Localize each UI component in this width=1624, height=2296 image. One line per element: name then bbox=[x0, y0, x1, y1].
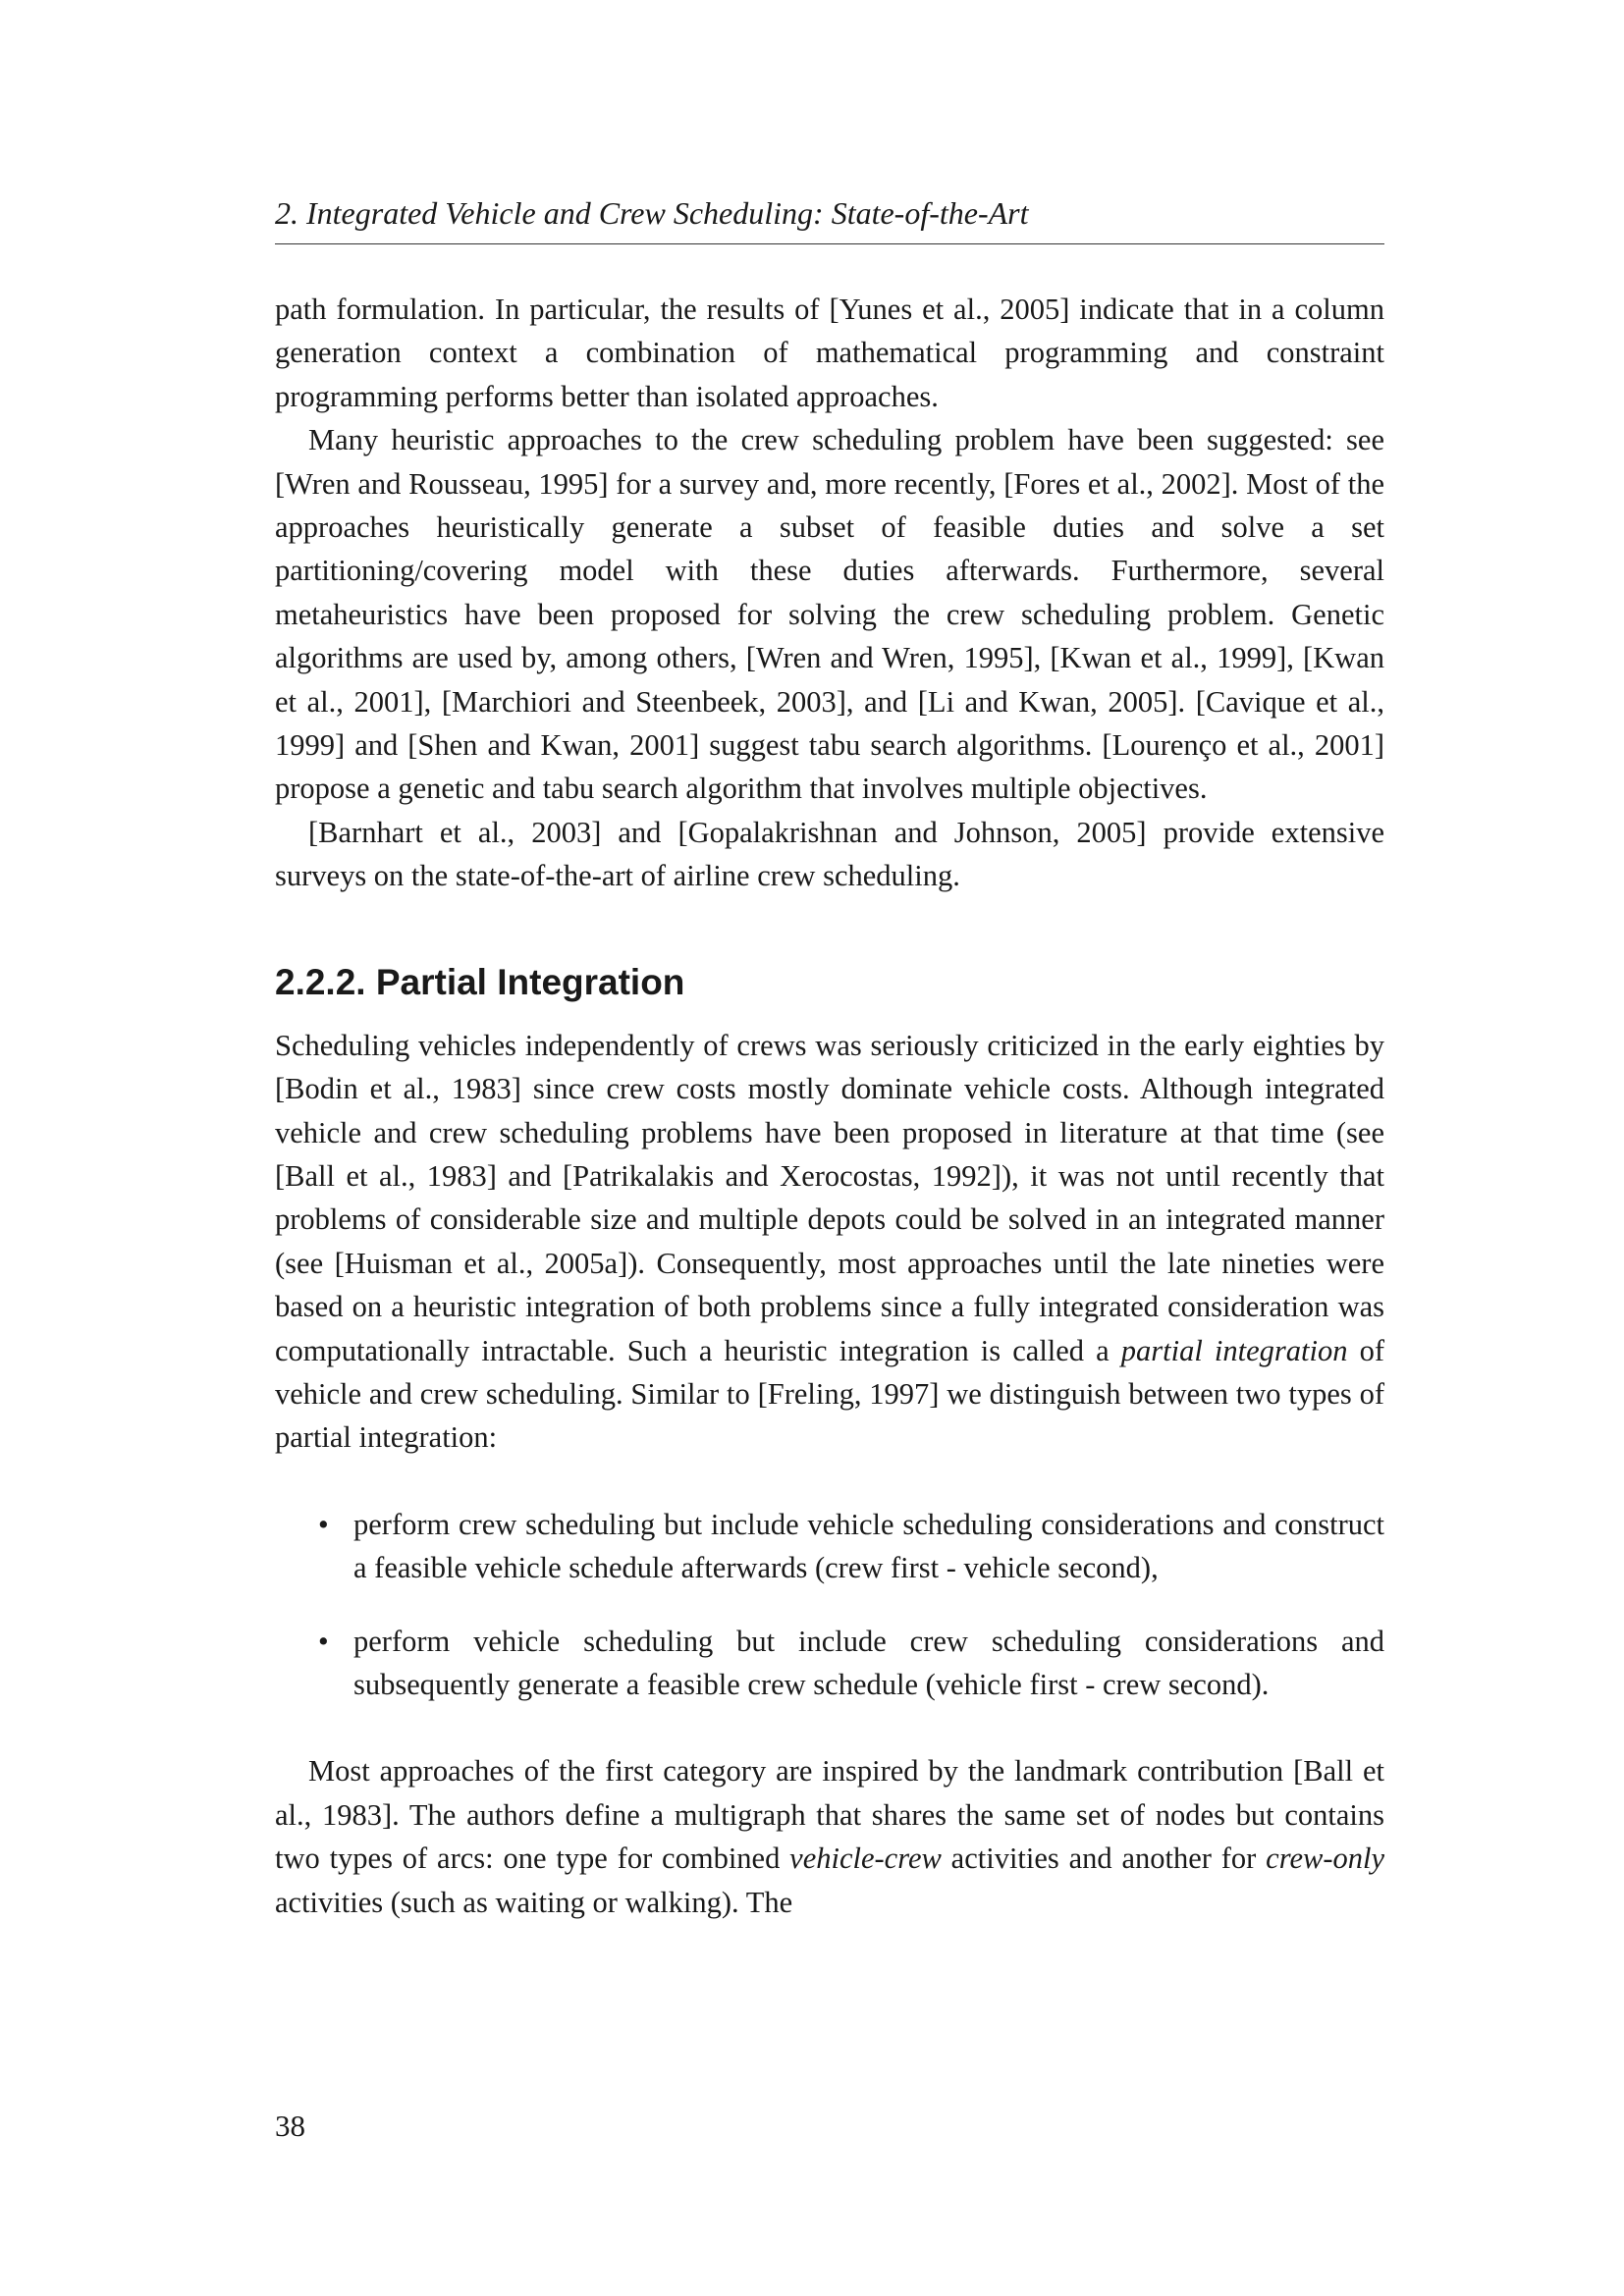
bullet-icon: • bbox=[318, 1507, 329, 1541]
list-item bbox=[318, 1503, 1384, 1590]
section-heading: 2.2.2. Partial Integration bbox=[275, 961, 685, 1002]
paragraph-5-text-c: activities (such as waiting or walking). The bbox=[275, 1885, 793, 1919]
page-number: 38 bbox=[275, 2109, 305, 2143]
paragraph-4-emphasis: partial integration bbox=[1120, 1333, 1348, 1367]
paragraph-5-emphasis-1: vehicle-crew bbox=[789, 1842, 942, 1876]
page-content bbox=[275, 192, 1384, 1924]
paragraph-5-emphasis-2: crew-only bbox=[1266, 1842, 1384, 1876]
bullet-icon: • bbox=[318, 1624, 329, 1658]
paragraph-5 bbox=[275, 1749, 1384, 1924]
list-item bbox=[318, 1620, 1384, 1707]
paragraph-5-text-b: activities and another for bbox=[941, 1842, 1267, 1876]
list-item-text: perform vehicle scheduling but include crew scheduling considerations and subsequently generate a feasible crew schedule (vehicle first - crew second). bbox=[353, 1624, 1384, 1701]
paragraph-4-text-b: of vehicle and crew scheduling. Similar to [Freling, 1997] we distinguish between two types of partial integration: bbox=[275, 1333, 1384, 1455]
paragraph-2: Many heuristic approaches to the crew scheduling problem have been suggested: see [Wren and Rousseau, 1995] for a survey and, more recently, [Fores et al., 2002]. Most of the approaches heuristically generate a subset of feasible duties and solve a set partitioning/covering model with these duties afterwards. Furthermore, several metaheuristics have been proposed for solving the crew scheduling problem. Genetic algorithms are used by, among others, [Wren and Wren, 1995], [Kwan et al., 1999], [Kwan et al., 2001], [Marchiori and Steenbeek, 2003], and [Li and Kwan, 2005]. [Cavique et al., 1999] and [Shen and Kwan, 2001] suggest tabu search algorithms. [Lourenço et al., 2001] propose a genetic and tabu search algorithm that involves multiple objectives. bbox=[275, 423, 1384, 806]
paragraph-3: [Barnhart et al., 2003] and [Gopalakrishnan and Johnson, 2005] provide extensive surveys on the state-of-the-art of airline crew scheduling. bbox=[275, 815, 1384, 893]
running-header: 2. Integrated Vehicle and Crew Scheduling: State-of-the-Art bbox=[275, 192, 1384, 244]
paragraph-4-text-a: Scheduling vehicles independently of crews was seriously criticized in the early eighties by [Bodin et al., 1983] since crew costs mostly dominate vehicle costs. Although integrated vehicle and crew scheduling problems have been proposed in literature at that time (see [Ball et al., 1983] and [Patrikalakis and Xerocostas, 1992]), it was not until recently that problems of considerable size and multiple depots could be solved in an integrated manner (see [Huisman et al., 2005a]). Consequently, most approaches until the late nineties were based on a heuristic integration of both problems since a fully integrated consideration was computationally intractable. Such a heuristic integration is called a bbox=[275, 1028, 1384, 1367]
paragraph-4 bbox=[275, 1024, 1384, 1460]
list-item-text: perform crew scheduling but include vehicle scheduling considerations and construct a feasible vehicle schedule afterwards (crew first - vehicle second), bbox=[353, 1507, 1384, 1585]
bullet-list bbox=[275, 1503, 1384, 1707]
paragraph-1: path formulation. In particular, the results of [Yunes et al., 2005] indicate that in a column generation context a combination of mathematical programming and constraint programming performs better than isolated approaches. bbox=[275, 293, 1384, 413]
paragraph-5-text-a: Most approaches of the first category are inspired by the landmark contribution [Ball et al., 1983]. The authors define a multigraph that shares the same set of nodes but contains two types of arcs: one type for combined bbox=[275, 1754, 1384, 1876]
